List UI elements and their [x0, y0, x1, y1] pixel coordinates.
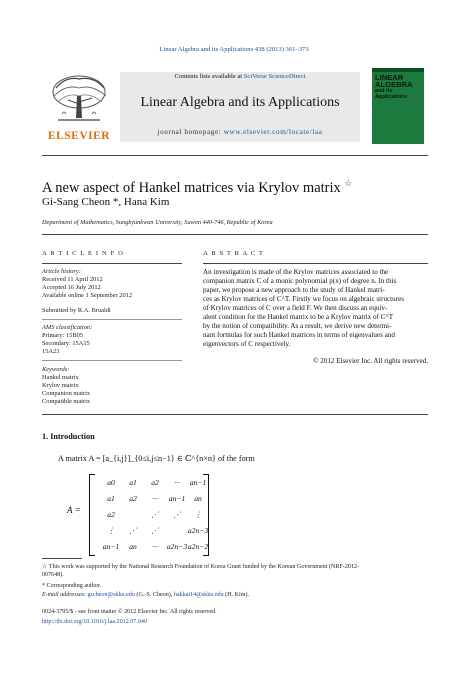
cover-strip [372, 68, 424, 72]
front-matter: 0024-3795/$ - see front matter © 2012 Elsevier Inc. All rights reserved. [42, 609, 217, 615]
abstract-text [203, 268, 428, 349]
matrix-cell: a0 [107, 478, 115, 487]
matrix-label: A = [67, 505, 81, 515]
online-date: Available online 1 September 2012 [42, 292, 133, 299]
abstract-line: alent condition for the Hankel matrix to be a Krylov matrix of C^T [203, 313, 394, 321]
matrix-cell: an [129, 542, 137, 551]
matrix-cell: an−1 [168, 494, 186, 503]
keyword: Companion matrix [42, 390, 91, 397]
abstract-line: of Krylov matrices of C over a field F. We then discuss an equiv- [203, 304, 388, 312]
email-link[interactable]: gscheon@skku.edu [87, 592, 135, 598]
doi-link[interactable]: http://dx.doi.org/10.1016/j.laa.2012.07.040 [42, 619, 148, 625]
abstract-line: by the notion of compatibility. As a result, we derive new determi- [203, 322, 392, 330]
footnote-line: 007648). [42, 572, 64, 578]
header-rule [42, 155, 428, 156]
matrix-cell: ··· [152, 542, 158, 551]
matrix-cell: an−1 [189, 478, 207, 487]
matrix-cell: ⋰ [173, 510, 181, 519]
homepage-prefix: journal homepage: [157, 128, 224, 136]
matrix-cell: a2 [107, 510, 115, 519]
sciencedirect-link[interactable]: SciVerse ScienceDirect [243, 73, 306, 80]
elsevier-logo[interactable] [42, 72, 116, 142]
title-footnote-mark[interactable]: ☆ [344, 178, 353, 188]
abstract-end-rule [42, 414, 428, 415]
article-title-text: A new aspect of Hankel matrices via Krylov matrix [42, 179, 341, 196]
affiliation: Department of Mathematics, Sungkyunkwan University, Suwon 440-746, Republic of Korea [42, 219, 273, 226]
history-label: Article history: [42, 268, 81, 275]
cover-line: LINEAR [375, 73, 404, 82]
intro-sentence: A matrix A = [a_{i,j}]_{0≤i,j≤n−1} ∈ ℂ^{n×n} of the form [58, 454, 255, 463]
ams-classification [42, 324, 182, 356]
matrix-cell: a2 [151, 478, 159, 487]
accepted-date: Accepted 16 July 2012 [42, 284, 101, 291]
matrix-cell: a2 [129, 494, 137, 503]
authors: Gi-Sang Cheon *, Hana Kim [42, 196, 170, 208]
footnote-line: ☆ This work was supported by the National Research Foundation of Korea Grant funded by the Korean Government (NRF-2012- [42, 564, 360, 570]
matrix-cell: an [194, 494, 202, 503]
funding-footnote [42, 563, 428, 579]
matrix-cell: ⋰ [129, 526, 137, 535]
submitted-by: Submitted by R.A. Brualdi [42, 307, 111, 314]
abstract-line: An investigation is made of the Krylov matrices associated to the [203, 268, 389, 276]
homepage-link[interactable]: www.elsevier.com/locate/laa [223, 128, 323, 136]
keyword: Hankel matrix [42, 374, 79, 381]
matrix-cell: a1 [107, 494, 115, 503]
abstract-rule [203, 263, 428, 264]
matrix-cell: an−1 [102, 542, 120, 551]
email-link[interactable]: hakkai14@skku.edu [173, 592, 224, 598]
ams-primary: Primary: 15B05 [42, 332, 84, 339]
ams-label: AMS classification: [42, 324, 93, 331]
abstract-line: paper, we propose a new approach to the study of Hankel matri- [203, 286, 385, 294]
article-info-rule [42, 263, 182, 264]
matrix-cell: ⋰ [151, 526, 159, 535]
keyword: Compatible matrix [42, 398, 91, 405]
matrix-cell: ⋰ [151, 510, 159, 519]
ams-secondary: Secondary: 15A15 [42, 340, 90, 347]
keyword: Krylov matrix [42, 382, 79, 389]
cover-line: ALGEBRA [375, 80, 413, 90]
matrix-cell: ··· [152, 494, 158, 503]
cover-title [375, 74, 423, 100]
journal-reference[interactable]: Linear Algebra and its Applications 438 (2013) 361–373 [159, 46, 309, 53]
journal-cover[interactable] [372, 68, 424, 144]
matrix-cell: ··· [174, 478, 180, 487]
article-title [42, 178, 352, 197]
affiliation-rule [42, 234, 428, 235]
cover-line: and its [375, 88, 393, 95]
abstract-line: companion matrix C of a monic polynomial p(x) of degree n. In this [203, 277, 397, 285]
copyright: © 2012 Elsevier Inc. All rights reserved. [313, 357, 428, 365]
contents-prefix: Contents lists available at [174, 73, 244, 80]
matrix-cell: a2n−2 [187, 542, 209, 551]
email-label: E-mail addresses: [42, 592, 86, 598]
cover-line: Applications [375, 94, 408, 101]
email-owner: (H. Kim). [223, 592, 250, 598]
footnote-rule [42, 558, 82, 559]
journal-title: Linear Algebra and its Applications [140, 95, 340, 110]
keywords-label: Keywords: [42, 366, 70, 373]
keywords [42, 366, 182, 406]
journal-homepage [120, 128, 360, 136]
matrix-cell: ⋮ [194, 510, 202, 519]
matrix-left-bracket [89, 474, 95, 556]
abstract-line: nant formulas for such Hankel matrices in terms of eigenvalues and [203, 331, 395, 339]
matrix-cell: ⋮ [107, 526, 115, 535]
corresponding-footnote: * Corresponding author. [42, 583, 102, 589]
elsevier-tree-icon [48, 74, 110, 124]
info-divider [42, 360, 182, 361]
matrix-cell: a2n−3 [187, 526, 209, 535]
info-divider [42, 319, 182, 320]
section-heading: 1. Introduction [42, 432, 95, 441]
ams-tertiary: 15A23 [42, 348, 60, 355]
abstract-line: eigenvectors of C respectively. [203, 340, 291, 348]
received-date: Received 11 April 2012 [42, 276, 103, 283]
email-footnote [42, 591, 428, 599]
article-info-heading: A R T I C L E I N F O [42, 250, 124, 257]
matrix-cell: a2n−3 [166, 542, 188, 551]
contents-line [120, 73, 360, 80]
publisher-name: ELSEVIER [47, 130, 111, 142]
abstract-heading: A B S T R A C T [203, 250, 265, 257]
matrix-cell: a1 [129, 478, 137, 487]
abstract-line: ces as Krylov matrices of C^T. Firstly we focus on algebraic structures [203, 295, 404, 303]
email-owner: (G.-S. Cheon), [134, 592, 174, 598]
article-history [42, 268, 182, 300]
